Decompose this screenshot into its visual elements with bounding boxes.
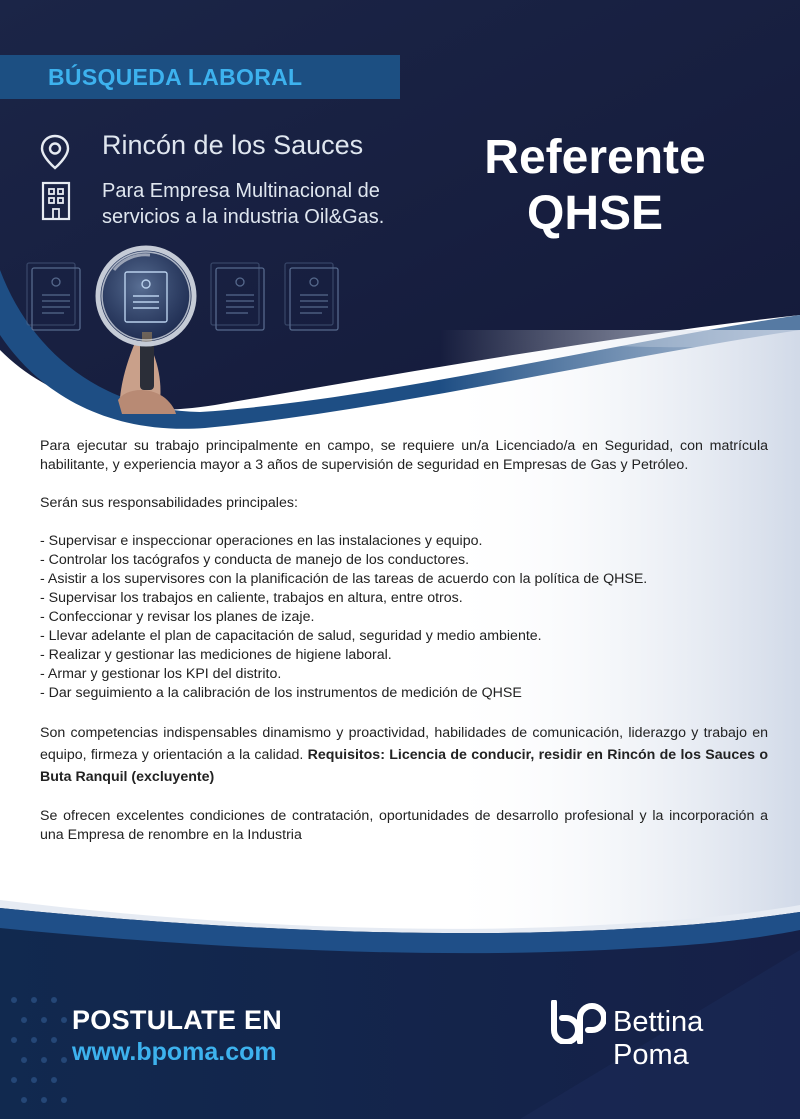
location-text: Rincón de los Sauces [102, 130, 364, 160]
list-item: - Asistir a los supervisores con la planificación de las tareas de acuerdo con la política de QHSE. [40, 571, 648, 587]
header-tag [0, 55, 400, 99]
list-item: - Armar y gestionar los KPI del distrito. [40, 666, 282, 682]
job-title [445, 130, 745, 242]
intro-paragraph: Para ejecutar su trabajo principalmente en campo, se requiere un/a Licenciado/a en Seguridad, con matrícula habilitante, y experiencia mayor a 3 años de supervisión de seguridad en Empresas de Gas y Petróleo. [40, 438, 768, 473]
building-icon [40, 180, 72, 222]
list-item: - Supervisar los trabajos en caliente, trabajos en altura, entre otros. [40, 590, 463, 606]
brand-name [613, 1006, 703, 1072]
location-pin-icon [38, 133, 72, 171]
brand-line1: Bettina [613, 1006, 704, 1038]
list-item: - Controlar los tacógrafos y conducta de manejo de los conductores. [40, 552, 470, 568]
list-item: - Dar seguimiento a la calibración de los instrumentos de medición de QHSE [40, 685, 522, 701]
apply-heading: POSTULATE EN [72, 1005, 283, 1035]
competencies-paragraph [40, 722, 768, 788]
list-item: - Supervisar e inspeccionar operaciones en las instalaciones y equipo. [40, 533, 483, 549]
list-item: - Realizar y gestionar las mediciones de higiene laboral. [40, 647, 392, 663]
bp-logo-icon [550, 1000, 606, 1044]
job-title-line2: QHSE [526, 187, 664, 240]
requirements-text: Requisitos: Licencia de conducir, residir en Rincón de los Sauces o Buta Ranquil (excluyente) [40, 747, 768, 785]
responsibilities-heading: Serán sus responsabilidades principales: [40, 495, 298, 511]
list-item: - Llevar adelante el plan de capacitación de salud, seguridad y medio ambiente. [40, 628, 542, 644]
brand-line2: Poma [613, 1039, 689, 1071]
competencies-text: Son competencias indispensables dinamismo y proactividad, habilidades de comunicación, liderazgo y trabajo en equipo, firmeza y orientación a la calidad. [40, 725, 768, 763]
responsibilities-list [40, 532, 768, 703]
job-description [40, 437, 768, 845]
list-item: - Confeccionar y revisar los planes de izaje. [40, 609, 315, 625]
header-tag-label: BÚSQUEDA LABORAL [48, 64, 303, 90]
job-title-line1: Referente [484, 131, 706, 184]
offer-paragraph: Se ofrecen excelentes condiciones de contratación, oportunidades de desarrollo profesional y la incorporación a una Empresa de renombre en la Industria [40, 808, 768, 843]
apply-link[interactable]: www.bpoma.com [72, 1038, 277, 1066]
company-text: Para Empresa Multinacional de servicios a la industria Oil&Gas. [102, 180, 385, 228]
